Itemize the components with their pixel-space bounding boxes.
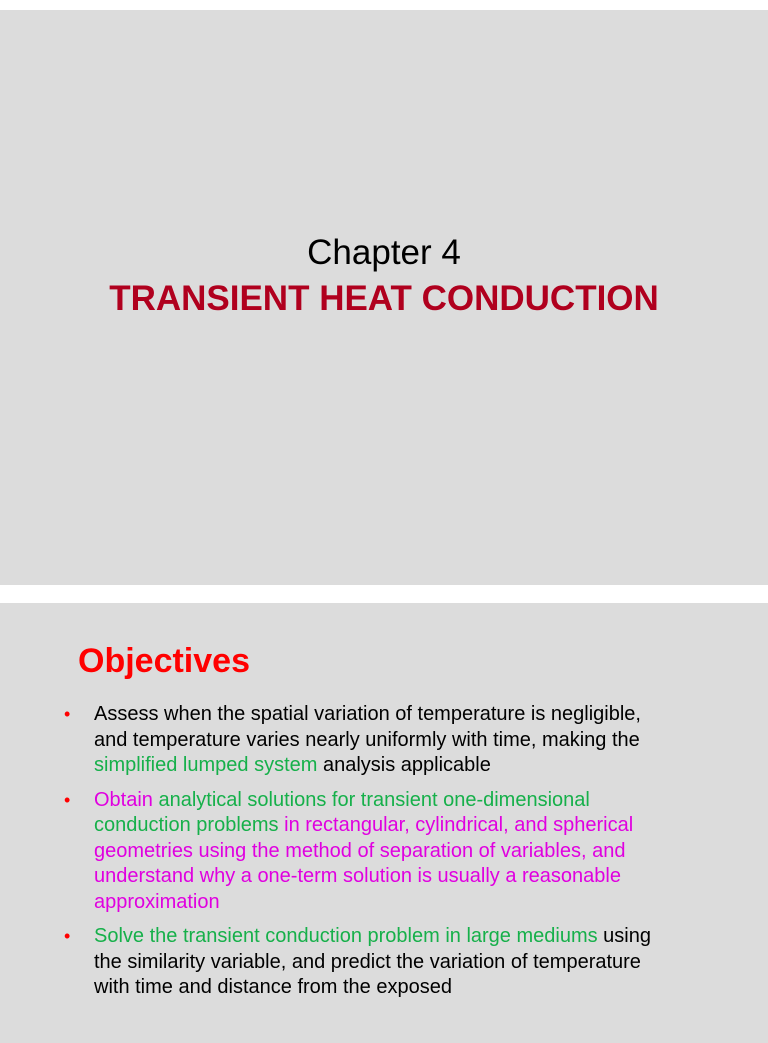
objective-text xyxy=(94,703,641,776)
text-segment: Obtain xyxy=(94,788,159,811)
objective-text xyxy=(94,925,651,998)
objective-item xyxy=(64,702,664,779)
text-segment: using the similarity variable, and predict the variation of temperature with time and distance from the exposed xyxy=(94,925,651,998)
chapter-label: Chapter 4 xyxy=(307,233,461,272)
objectives-heading: Objectives xyxy=(78,642,250,680)
text-segment-highlight: simplified lumped system xyxy=(94,754,318,776)
bullet-icon: • xyxy=(64,704,71,724)
objective-item xyxy=(64,924,664,1001)
objective-text xyxy=(94,789,633,913)
text-segment-highlight: analytical solutions for transient one-dimensional conduction problems xyxy=(94,788,590,836)
text-segment: in rectangular, cylindrical, and spherical geometries using the method of separation of variables, and understand why a one-term solution is usually a reasonable approximation xyxy=(94,814,634,913)
bullet-icon: • xyxy=(64,926,71,946)
slide-objectives xyxy=(0,603,768,1043)
text-segment: analysis applicable xyxy=(317,754,491,776)
objectives-list xyxy=(64,702,664,1010)
slide-title xyxy=(0,10,768,585)
objective-item xyxy=(64,788,664,916)
bullet-icon: • xyxy=(64,789,71,810)
chapter-title: TRANSIENT HEAT CONDUCTION xyxy=(109,279,659,318)
text-segment: Assess when the spatial variation of temperature is negligible, and temperature varies nearly uniformly with time, making the xyxy=(94,703,641,751)
text-segment-highlight: Solve the transient conduction problem in large mediums xyxy=(94,925,598,947)
